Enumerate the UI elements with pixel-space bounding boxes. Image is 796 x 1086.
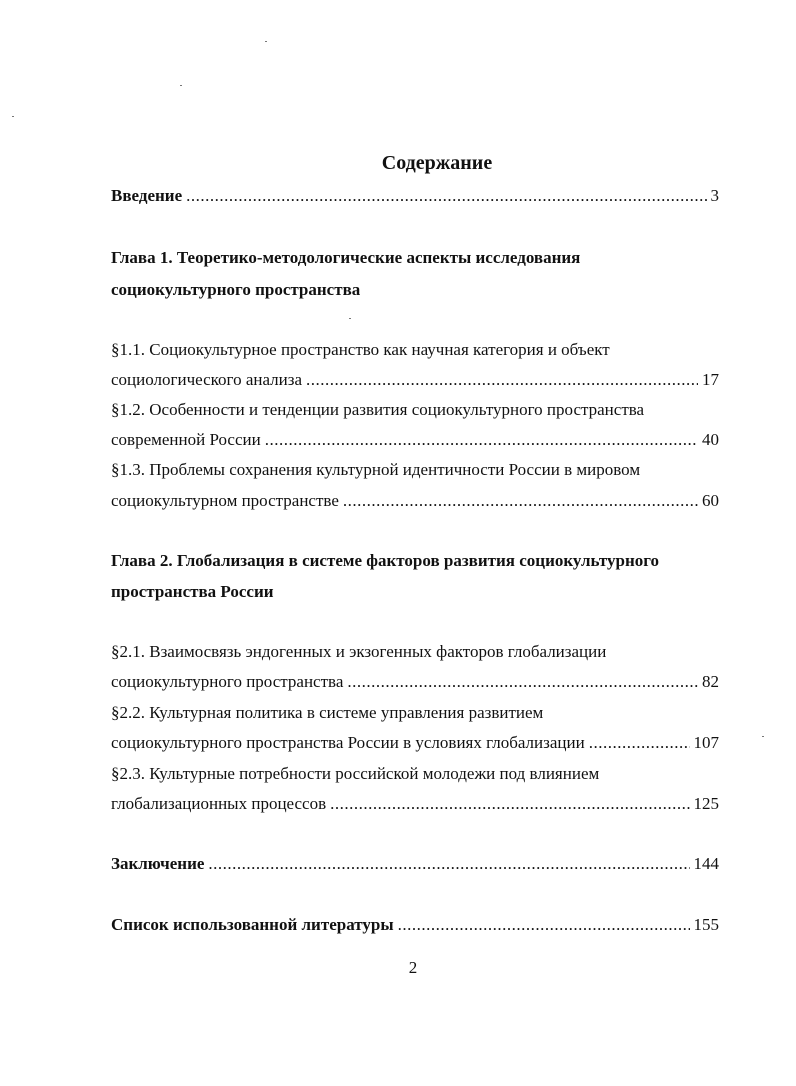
section-2-1-entry[interactable] <box>111 670 719 694</box>
toc-entry-label: глобализационных процессов <box>111 794 327 813</box>
toc-entry-label: Список использованной литературы <box>111 915 394 934</box>
toc-entry-label: социокультурном пространстве <box>111 491 339 510</box>
toc-entry-label: современной России <box>111 430 261 449</box>
toc-entry-page: 3 <box>710 186 719 205</box>
leader-dots <box>343 489 698 513</box>
chapter2-title-line1[interactable]: Глава 2. Глобализация в системе факторов развития социокультурного <box>111 551 660 570</box>
toc-entry-page: 155 <box>693 915 719 934</box>
toc-entry-page: 144 <box>693 854 719 873</box>
section-2-2-line1[interactable]: §2.2. Культурная политика в системе управления развитием <box>111 703 544 722</box>
chapter1-title-line2[interactable]: социокультурного пространства <box>111 280 361 299</box>
page-number: 2 <box>408 958 418 977</box>
leader-dots <box>265 428 698 452</box>
scan-speck <box>762 736 764 737</box>
scan-speck <box>265 41 267 42</box>
toc-entry-bibliography[interactable] <box>111 913 719 937</box>
toc-entry-page: 40 <box>702 430 719 449</box>
toc-entry-intro[interactable] <box>111 184 719 208</box>
leader-dots <box>186 184 706 208</box>
section-2-3-line1[interactable]: §2.3. Культурные потребности российской молодежи под влиянием <box>111 764 600 783</box>
chapter2-title-line2[interactable]: пространства России <box>111 582 274 601</box>
section-1-1-entry[interactable] <box>111 368 719 392</box>
section-2-1-line1[interactable]: §2.1. Взаимосвязь эндогенных и экзогенных факторов глобализации <box>111 642 607 661</box>
section-1-2-entry[interactable] <box>111 428 719 452</box>
section-1-3-entry[interactable] <box>111 489 719 513</box>
section-1-2-line1[interactable]: §1.2. Особенности и тенденции развития социокультурного пространства <box>111 400 645 419</box>
toc-entry-label: Заключение <box>111 854 205 873</box>
toc-entry-conclusion[interactable] <box>111 852 719 876</box>
section-1-3-line1[interactable]: §1.3. Проблемы сохранения культурной идентичности России в мировом <box>111 460 641 479</box>
scan-speck <box>349 318 351 319</box>
toc-entry-page: 17 <box>702 370 719 389</box>
toc-entry-label: Введение <box>111 186 183 205</box>
scan-speck <box>180 85 182 86</box>
toc-entry-page: 82 <box>702 672 719 691</box>
section-2-2-entry[interactable] <box>111 731 719 755</box>
section-2-3-entry[interactable] <box>111 792 719 816</box>
toc-entry-page: 60 <box>702 491 719 510</box>
leader-dots <box>306 368 698 392</box>
chapter1-title-line1[interactable]: Глава 1. Теоретико-методологические аспекты исследования <box>111 248 581 267</box>
toc-entry-page: 125 <box>693 794 719 813</box>
toc-entry-label: социокультурного пространства <box>111 672 344 691</box>
leader-dots <box>330 792 689 816</box>
toc-entry-page: 107 <box>693 733 719 752</box>
leader-dots <box>398 913 690 937</box>
toc-entry-label: социокультурного пространства России в условиях глобализации <box>111 733 585 752</box>
section-1-1-line1[interactable]: §1.1. Социокультурное пространство как научная категория и объект <box>111 340 610 359</box>
leader-dots <box>347 670 698 694</box>
toc-title: Содержание <box>381 152 493 174</box>
leader-dots <box>589 731 690 755</box>
scan-speck <box>12 116 14 117</box>
leader-dots <box>208 852 689 876</box>
toc-entry-label: социологического анализа <box>111 370 303 389</box>
